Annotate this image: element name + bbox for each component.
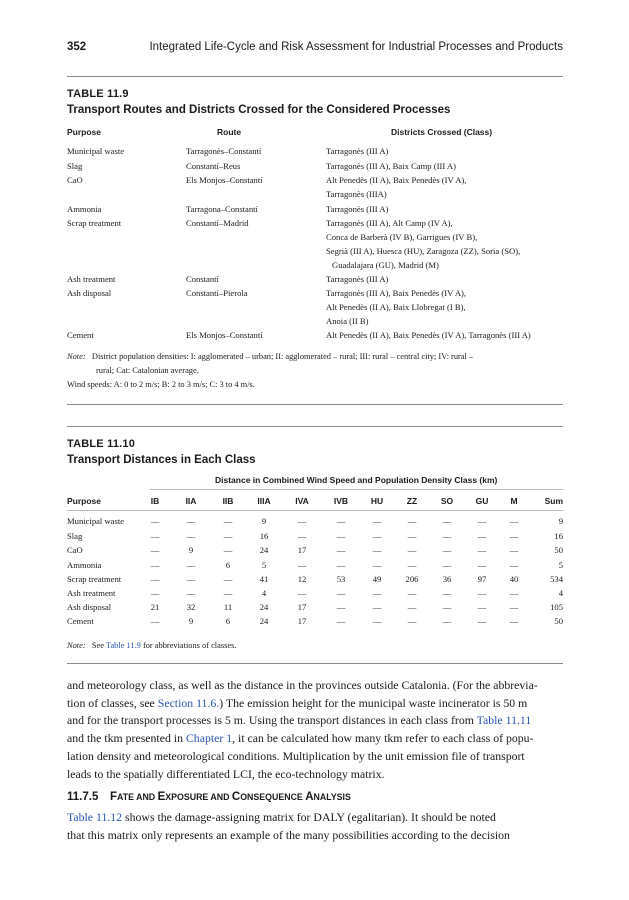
t10-cell: — bbox=[477, 588, 487, 598]
title-run: ONSEQUENCE bbox=[240, 792, 306, 802]
t10-cell: 6 bbox=[225, 616, 231, 626]
t9-header-districts: Districts Crossed (Class) bbox=[391, 127, 493, 137]
t10-cell: — bbox=[477, 616, 487, 626]
t10-cell: — bbox=[336, 545, 346, 555]
t10-cell: — bbox=[186, 560, 196, 570]
table-11-9-label: TABLE 11.9 bbox=[67, 88, 129, 100]
t10-cell: — bbox=[442, 560, 452, 570]
t10-cell: — bbox=[372, 588, 382, 598]
t10-cell: — bbox=[477, 516, 487, 526]
t10-header: ZZ bbox=[406, 496, 418, 506]
t10-cell: — bbox=[477, 560, 487, 570]
t10-cell: — bbox=[442, 516, 452, 526]
text-run: shows the damage-assigning matrix for DALY (egalitarian). It should be noted bbox=[122, 810, 496, 824]
t10-cell: — bbox=[223, 531, 233, 541]
t10-cell: — bbox=[150, 560, 160, 570]
t9-districts-line: Tarragonès (III A), Baix Camp (III A) bbox=[326, 161, 456, 171]
t10-header: GU bbox=[475, 496, 489, 506]
t10-cell: — bbox=[509, 531, 519, 541]
t10-cell: — bbox=[372, 516, 382, 526]
t10-cell: 24 bbox=[259, 545, 269, 555]
t10-cell: — bbox=[336, 616, 346, 626]
t10-cell: — bbox=[223, 545, 233, 555]
title-run: F bbox=[110, 791, 118, 803]
t10-cell: — bbox=[186, 531, 196, 541]
t10-cell: — bbox=[407, 560, 417, 570]
t10-cell: — bbox=[150, 545, 160, 555]
t9-districts-line: Segrià (III A), Huesca (HU), Zaragoza (ZZ), Soria (SO), bbox=[326, 246, 521, 256]
t10-row-purpose: Ash disposal bbox=[67, 602, 112, 612]
t10-header: IIA bbox=[185, 496, 197, 506]
t10-row-purpose: Scrap treatment bbox=[67, 574, 122, 584]
section-heading bbox=[67, 791, 351, 803]
text-run: and for the transport processes is 5 m. Using the transport distances in each class from bbox=[67, 713, 474, 728]
t9-purpose: Cement bbox=[67, 330, 94, 340]
paragraph-line bbox=[67, 809, 563, 827]
t10-cell: — bbox=[407, 531, 417, 541]
t10-cell: 11 bbox=[223, 602, 233, 612]
t10-cell: 6 bbox=[225, 560, 231, 570]
t10-cell: 21 bbox=[150, 602, 160, 612]
t9-route: Constantí–Reus bbox=[186, 161, 241, 171]
table-11-9-note-line-1 bbox=[67, 352, 473, 361]
t10-cell: — bbox=[407, 588, 417, 598]
t10-header: IIB bbox=[222, 496, 234, 506]
t10-row-purpose: Ash treatment bbox=[67, 588, 116, 598]
t10-cell: 5 bbox=[261, 560, 267, 570]
t10-cell: — bbox=[442, 616, 452, 626]
t10-row-purpose: Ammonia bbox=[67, 560, 102, 570]
title-run: C bbox=[231, 791, 241, 803]
title-run: NALYSIS bbox=[313, 792, 351, 802]
t10-cell: — bbox=[407, 602, 417, 612]
paragraph-line bbox=[67, 695, 563, 713]
table-11-11-link[interactable]: Table 11.11 bbox=[476, 713, 532, 728]
t10-row-purpose: Slag bbox=[67, 531, 83, 541]
t10-cell: — bbox=[407, 545, 417, 555]
t9-route: Tarragona–Constantí bbox=[186, 204, 258, 214]
t10-cell: — bbox=[372, 560, 382, 570]
t10-cell: 24 bbox=[259, 616, 269, 626]
paragraph-line: and meteorology class, as well as the distance in the provinces outside Catalonia. (For the abbrevia- bbox=[67, 678, 538, 692]
t10-row-purpose: Cement bbox=[67, 616, 94, 626]
t10-cell: — bbox=[150, 574, 160, 584]
t10-cell: — bbox=[509, 616, 519, 626]
t10-cell: 16 bbox=[259, 531, 269, 541]
t10-cell: — bbox=[372, 616, 382, 626]
t10-cell: — bbox=[442, 602, 452, 612]
table-11-10-label: TABLE 11.10 bbox=[67, 438, 136, 450]
t10-cell: — bbox=[477, 545, 487, 555]
t10-spanner-rule bbox=[150, 489, 563, 490]
t9-purpose: Scrap treatment bbox=[67, 218, 122, 228]
t9-districts-line: Tarragonès (III A) bbox=[326, 274, 389, 284]
t9-route: Tarragonès–Constantí bbox=[186, 146, 262, 156]
note-label: Note: bbox=[67, 352, 86, 361]
t9-purpose: Ammonia bbox=[67, 204, 102, 214]
t10-cell: 105 bbox=[550, 602, 563, 612]
t10-cell: 17 bbox=[297, 545, 307, 555]
table-11-10-note bbox=[67, 641, 236, 650]
t10-cell: — bbox=[150, 531, 160, 541]
chapter-1-link[interactable]: Chapter 1 bbox=[185, 731, 233, 746]
t10-cell: 9 bbox=[558, 516, 563, 526]
t10-cell: 534 bbox=[550, 574, 563, 584]
t9-purpose: Municipal waste bbox=[67, 146, 125, 156]
title-run: ATE AND bbox=[117, 792, 158, 802]
table-11-9-top-rule bbox=[67, 76, 563, 77]
t10-cell: — bbox=[509, 560, 519, 570]
text-run: , it can be calculated how many tkm refer to each class of popu- bbox=[232, 731, 534, 746]
paragraph-line: leads to the spatially differentiated LCI, the eco-technology matrix. bbox=[67, 766, 385, 781]
t10-cell: — bbox=[442, 545, 452, 555]
t10-cell: — bbox=[372, 602, 382, 612]
t10-cell: 49 bbox=[372, 574, 382, 584]
text-run: tion of classes, see bbox=[67, 695, 155, 710]
t10-header: IVA bbox=[295, 496, 309, 506]
t9-districts-line: Tarragonès (III A), Alt Camp (IV A), bbox=[326, 218, 453, 228]
book-title: Integrated Life-Cycle and Risk Assessment for Industrial Processes and Products bbox=[149, 41, 563, 53]
page-number: 352 bbox=[67, 41, 87, 53]
t10-cell: 32 bbox=[186, 602, 196, 612]
t10-cell: 12 bbox=[297, 574, 307, 584]
t10-cell: — bbox=[509, 545, 519, 555]
section-number: 11.7.5 bbox=[67, 791, 99, 803]
t10-cell: — bbox=[442, 531, 452, 541]
note-text: District population densities: I: agglomerated – urban; II: agglomerated – rural; III: rural – central city; IV: rural – bbox=[91, 352, 474, 361]
t10-cell: — bbox=[297, 531, 307, 541]
t10-header: HU bbox=[370, 496, 384, 506]
t10-cell: — bbox=[297, 588, 307, 598]
t9-districts-line: Alt Penedès (II A), Baix Penedès (IV A), Tarragonès (III A) bbox=[326, 330, 531, 340]
t10-cell: 24 bbox=[259, 602, 269, 612]
note-label: Note: bbox=[67, 641, 86, 650]
t9-purpose: Ash disposal bbox=[67, 288, 112, 298]
title-run: A bbox=[305, 791, 314, 803]
t10-cell: — bbox=[223, 516, 233, 526]
t9-districts-line: Guadalajara (GU), Madrid (M) bbox=[332, 260, 439, 270]
t10-cell: 4 bbox=[558, 588, 563, 598]
t10-cell: 9 bbox=[188, 545, 194, 555]
t10-cell: — bbox=[336, 588, 346, 598]
t10-cell: — bbox=[150, 588, 160, 598]
t9-districts-line: Conca de Barberà (IV B), Garrigues (IV B), bbox=[326, 232, 478, 242]
note-prefix: See bbox=[91, 641, 104, 650]
t10-cell: 17 bbox=[297, 616, 307, 626]
table-11-9-note-line-3: Wind speeds: A: 0 to 2 m/s; B: 2 to 3 m/s; C: 3 to 4 m/s. bbox=[67, 380, 255, 389]
t10-cell: — bbox=[336, 516, 346, 526]
t10-header: SO bbox=[440, 496, 454, 506]
t10-header: IIIA bbox=[257, 496, 271, 506]
t9-districts-line: Alt Penedès (II A), Baix Penedès (IV A), bbox=[326, 175, 467, 185]
table-11-9-bottom-rule bbox=[67, 404, 563, 405]
t10-cell: 9 bbox=[188, 616, 194, 626]
paragraph-line: lation density and meteorological conditions. Multiplication by the unit emission file of transport bbox=[67, 748, 525, 763]
table-11-9-link[interactable]: Table 11.9 bbox=[105, 641, 141, 650]
t10-header-purpose: Purpose bbox=[67, 496, 102, 506]
table-11-10-top-rule bbox=[67, 426, 563, 427]
t9-purpose: Slag bbox=[67, 161, 83, 171]
t10-cell: 9 bbox=[261, 516, 267, 526]
t10-cell: — bbox=[150, 516, 160, 526]
t10-cell: — bbox=[509, 588, 519, 598]
t9-route: Constantí–Pierola bbox=[186, 288, 248, 298]
t9-route: Els Monjos–Constantí bbox=[186, 330, 263, 340]
t10-cell: 50 bbox=[554, 616, 563, 626]
t10-cell: 16 bbox=[554, 531, 563, 541]
title-run: E bbox=[157, 791, 166, 803]
t10-header: IB bbox=[150, 496, 160, 506]
t10-cell: — bbox=[407, 516, 417, 526]
t10-cell: — bbox=[336, 560, 346, 570]
t9-districts-line: Alt Penedès (II A), Baix Llobregat (I B), bbox=[326, 302, 466, 312]
t10-cell: — bbox=[477, 602, 487, 612]
t9-route: Constantí bbox=[186, 274, 219, 284]
t10-cell: — bbox=[186, 516, 196, 526]
body-paragraph-1 bbox=[67, 677, 563, 783]
t10-header: M bbox=[510, 496, 518, 506]
t9-route: Els Monjos–Constantí bbox=[186, 175, 263, 185]
table-11-10-caption: Transport Distances in Each Class bbox=[67, 454, 256, 466]
body-paragraph-2 bbox=[67, 809, 563, 844]
t10-cell: — bbox=[297, 560, 307, 570]
table-11-9-note-line-2: rural; Cat: Catalonian average. bbox=[96, 366, 199, 375]
t10-row-purpose: CaO bbox=[67, 545, 83, 555]
t10-cell: — bbox=[186, 574, 196, 584]
t10-cell: 4 bbox=[261, 588, 267, 598]
table-11-9-caption: Transport Routes and Districts Crossed for the Considered Processes bbox=[67, 104, 451, 116]
t9-route: Constantí–Madrid bbox=[186, 218, 249, 228]
t9-header-purpose: Purpose bbox=[67, 127, 102, 137]
t10-cell: — bbox=[407, 616, 417, 626]
t10-cell: 40 bbox=[509, 574, 519, 584]
t9-header-route: Route bbox=[217, 127, 242, 137]
table-11-12-link[interactable]: Table 11.12 bbox=[67, 810, 123, 824]
t9-districts-line: Tarragonès (III A), Baix Penedès (IV A), bbox=[326, 288, 467, 298]
title-run: XPOSURE AND bbox=[165, 792, 232, 802]
t10-header: IVB bbox=[333, 496, 349, 506]
t9-districts-line: Anoia (II B) bbox=[326, 316, 369, 326]
t10-cell: — bbox=[372, 531, 382, 541]
section-title bbox=[110, 791, 351, 803]
text-run: and the tkm presented in bbox=[67, 731, 183, 746]
t10-cell: — bbox=[372, 545, 382, 555]
t10-cell: — bbox=[150, 616, 160, 626]
t10-cell: 97 bbox=[477, 574, 487, 584]
t10-spanner-header: Distance in Combined Wind Speed and Population Density Class (km) bbox=[215, 475, 498, 485]
t10-header-rule bbox=[67, 510, 563, 511]
t10-cell: 53 bbox=[336, 574, 346, 584]
t9-districts-line: Tarragonès (III A) bbox=[326, 204, 389, 214]
table-11-10-bottom-rule bbox=[67, 663, 563, 664]
paragraph-line bbox=[67, 712, 563, 730]
t10-cell: 206 bbox=[405, 574, 419, 584]
t9-districts-line: Tarragonès (III A) bbox=[326, 146, 389, 156]
t10-cell: 41 bbox=[259, 574, 269, 584]
t10-cell: 5 bbox=[558, 560, 563, 570]
t10-cell: 36 bbox=[442, 574, 452, 584]
t9-purpose: Ash treatment bbox=[67, 274, 116, 284]
t9-districts-line: Tarragonès (IIIA) bbox=[326, 189, 387, 199]
paragraph-line: that this matrix only represents an example of the many possibilities according to the decision bbox=[67, 827, 510, 842]
t10-cell: — bbox=[223, 574, 233, 584]
t10-cell: — bbox=[509, 602, 519, 612]
t10-cell: — bbox=[186, 588, 196, 598]
text-run: ) The emission height for the municipal waste incinerator is 50 m bbox=[219, 695, 528, 710]
section-11-6-link[interactable]: Section 11.6. bbox=[157, 695, 220, 710]
t10-cell: 50 bbox=[554, 545, 563, 555]
t10-row-purpose: Municipal waste bbox=[67, 516, 125, 526]
paragraph-line bbox=[67, 730, 563, 748]
t10-cell: — bbox=[509, 516, 519, 526]
t10-cell: — bbox=[442, 588, 452, 598]
t10-cell: — bbox=[477, 531, 487, 541]
t10-cell: — bbox=[336, 531, 346, 541]
t10-cell: — bbox=[336, 602, 346, 612]
t10-cell: — bbox=[297, 516, 307, 526]
note-suffix: for abbreviations of classes. bbox=[142, 641, 237, 650]
t10-header: Sum bbox=[544, 496, 563, 506]
t10-cell: — bbox=[223, 588, 233, 598]
t9-purpose: CaO bbox=[67, 175, 83, 185]
t10-cell: 17 bbox=[297, 602, 307, 612]
